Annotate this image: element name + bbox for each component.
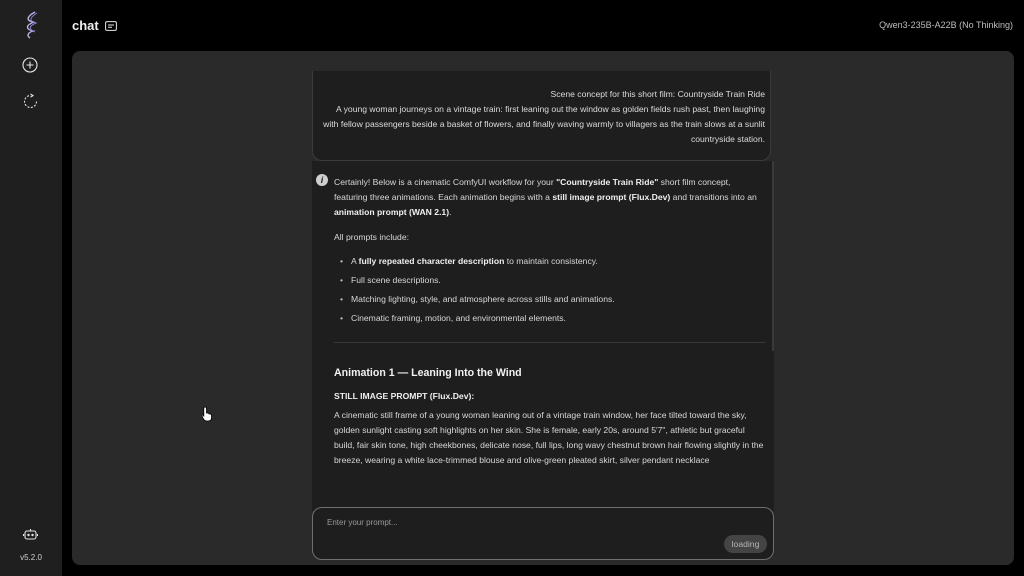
- mouse-cursor-icon: [201, 406, 213, 422]
- still-prompt-label: STILL IMAGE PROMPT (Flux.Dev):: [334, 391, 475, 401]
- intro-animation-prompt: animation prompt (WAN 2.1): [334, 207, 450, 217]
- chat-panel: [72, 51, 1014, 565]
- prompts-include-label: All prompts include:: [334, 232, 409, 242]
- header: [62, 0, 1024, 50]
- refresh-button[interactable]: [20, 91, 40, 111]
- intro-text: .: [449, 207, 452, 217]
- list-item: • Matching lighting, style, and atmosphere across stills and animations.: [334, 292, 764, 307]
- intro-text: Certainly! Below is a cinematic ComfyUI workflow for your: [334, 177, 557, 187]
- scrollbar[interactable]: [772, 161, 774, 351]
- robot-icon: [23, 528, 38, 541]
- user-message: [312, 71, 771, 161]
- intro-text: short film concept, featuring three animations. Each animation begins with a: [334, 177, 731, 202]
- prompt-input[interactable]: [327, 518, 707, 527]
- new-chat-button[interactable]: [20, 55, 40, 75]
- intro-text: and transitions into an: [670, 192, 757, 202]
- intro-title: "Countryside Train Ride": [556, 177, 659, 187]
- plus-circle-icon: [22, 57, 38, 73]
- list-item: • Cinematic framing, motion, and environmental elements.: [334, 311, 764, 326]
- assistant-message[interactable]: [312, 161, 774, 511]
- still-prompt-text: A cinematic still frame of a young woman leaning out of a vintage train window, her face tilted toward the sky, golden sunlight casting soft highlights on her skin. She is female, early 20s, around 5'7", athletic but graceful build, fair skin tone, high cheekbones, delicate nose, full lips, long wavy chestnut brown hair flowing slightly in the breeze, wearing a white lace-trimmed blouse and olive-green pleated skirt, silver pendant necklace: [334, 410, 764, 465]
- page-title-text: chat: [72, 18, 99, 33]
- refresh-icon: [22, 93, 39, 110]
- user-message-title: Scene concept for this short film: Countryside Train Ride: [550, 89, 765, 99]
- feature-list: [334, 254, 764, 326]
- divider: [334, 342, 766, 343]
- version-label: v5.2.0: [20, 553, 42, 562]
- list-item-text: A: [351, 256, 359, 266]
- user-message-body: A young woman journeys on a vintage train: first leaning out the window as golden fields rush past, then laughing with fellow passengers beside a basket of flowers, and finally waving warmly to villagers as the train slows at a sunlit countryside station.: [323, 104, 765, 144]
- list-item-text: to maintain consistency.: [504, 256, 598, 266]
- agent-button[interactable]: [20, 524, 40, 544]
- app-logo-icon[interactable]: [22, 10, 40, 40]
- list-item-bold: fully repeated character description: [358, 256, 505, 266]
- intro-still-prompt: still image prompt (Flux.Dev): [552, 192, 671, 202]
- page-title: [72, 18, 117, 33]
- sidebar: [0, 0, 62, 576]
- assistant-icon: i: [316, 174, 328, 186]
- prompt-box: [312, 507, 774, 560]
- list-item: • Full scene descriptions.: [334, 273, 764, 288]
- list-item: [334, 254, 764, 269]
- section-heading: Animation 1 — Leaning Into the Wind: [334, 367, 522, 379]
- assistant-message-content: [334, 175, 764, 468]
- intro-paragraph: [334, 175, 764, 220]
- send-button[interactable]: loading: [724, 535, 767, 553]
- chat-bubble-icon[interactable]: [105, 21, 117, 31]
- model-selector[interactable]: Qwen3-235B-A22B (No Thinking): [879, 20, 1013, 30]
